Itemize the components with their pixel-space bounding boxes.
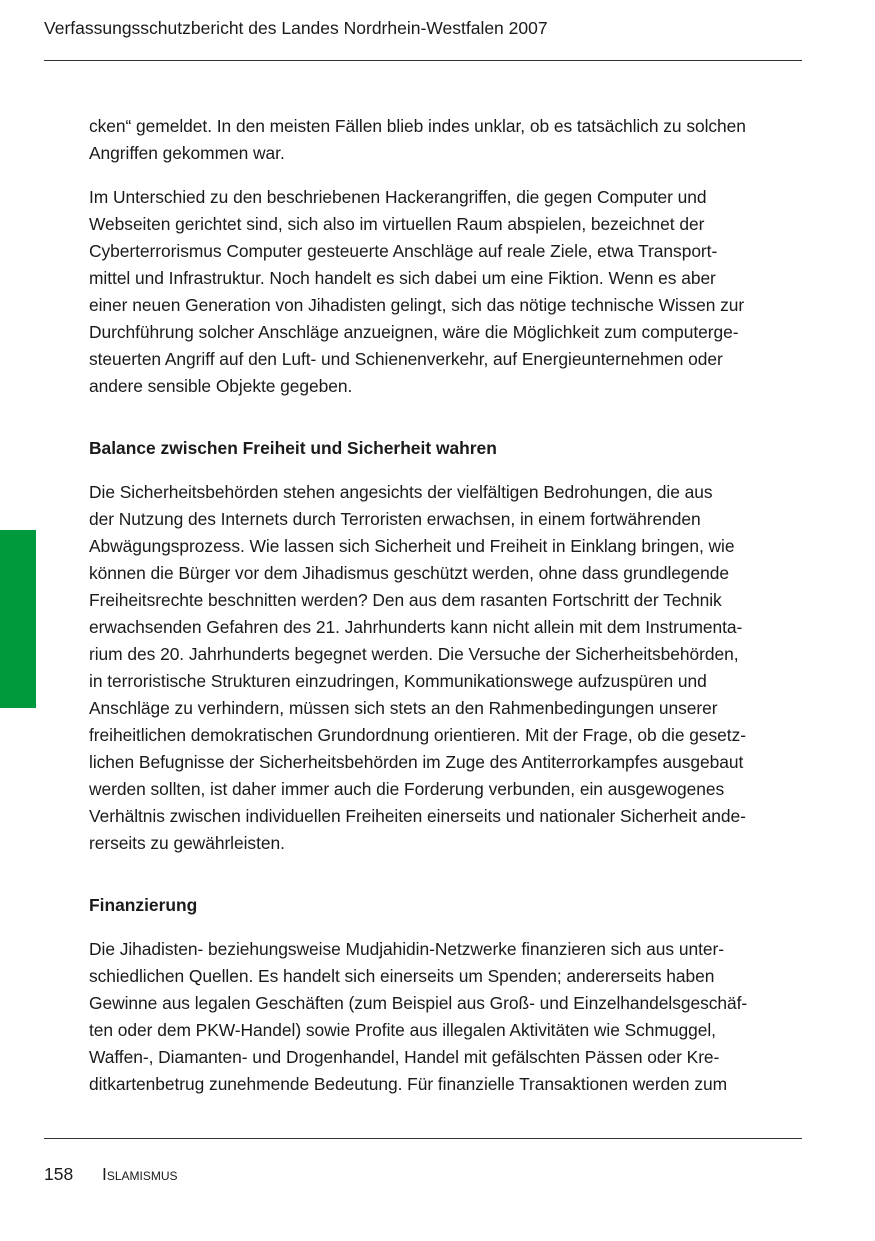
text-line: Anschläge zu verhindern, müssen sich stets an den Rahmenbedingungen unserer	[89, 698, 718, 718]
paragraph-1	[89, 113, 805, 167]
text-line: Abwägungsprozess. Wie lassen sich Sicherheit und Freiheit in Einklang bringen, wie	[89, 536, 735, 556]
body-text	[89, 113, 805, 1115]
text-line: mittel und Infrastruktur. Noch handelt es sich dabei um eine Fiktion. Wenn es aber	[89, 268, 716, 288]
footer-rule	[44, 1138, 802, 1139]
paragraph-3	[89, 479, 805, 857]
text-line: erwachsenden Gefahren des 21. Jahrhunderts kann nicht allein mit dem Instrumenta-	[89, 617, 743, 637]
text-line: der Nutzung des Internets durch Terroristen erwachsen, in einem fortwährenden	[89, 509, 701, 529]
text-line: steuerten Angriff auf den Luft- und Schienenverkehr, auf Energieunternehmen oder	[89, 349, 723, 369]
text-line: rerseits zu gewährleisten.	[89, 833, 285, 853]
section-name: Islamismus	[102, 1164, 178, 1184]
text-line: Webseiten gerichtet sind, sich also im virtuellen Raum abspielen, bezeichnet der	[89, 214, 705, 234]
header-rule	[44, 60, 802, 61]
text-line: rium des 20. Jahrhunderts begegnet werden. Die Versuche der Sicherheitsbehörden,	[89, 644, 739, 664]
text-line: Die Jihadisten- beziehungsweise Mudjahidin-Netzwerke finanzieren sich aus unter-	[89, 939, 724, 959]
text-line: werden sollten, ist daher immer auch die Forderung verbunden, ein ausgewogenes	[89, 779, 725, 799]
text-line: ten oder dem PKW-Handel) sowie Profite aus illegalen Aktivitäten wie Schmuggel,	[89, 1020, 716, 1040]
paragraph-2	[89, 184, 805, 400]
text-line: schiedlichen Quellen. Es handelt sich einerseits um Spenden; andererseits haben	[89, 966, 715, 986]
text-line: Die Sicherheitsbehörden stehen angesichts der vielfältigen Bedrohungen, die aus	[89, 482, 713, 502]
text-line: ditkartenbetrug zunehmende Bedeutung. Für finanzielle Transaktionen werden zum	[89, 1074, 728, 1094]
text-line: cken“ gemeldet. In den meisten Fällen blieb indes unklar, ob es tatsächlich zu solchen	[89, 116, 746, 136]
text-line: in terroristische Strukturen einzudringen, Kommunikationswege aufzuspüren und	[89, 671, 707, 691]
section-side-tab	[0, 530, 36, 708]
text-line: Waffen-, Diamanten- und Drogenhandel, Handel mit gefälschten Pässen oder Kre-	[89, 1047, 720, 1067]
text-line: lichen Befugnisse der Sicherheitsbehörden im Zuge des Antiterrorkampfes ausgebaut	[89, 752, 744, 772]
running-head: Verfassungsschutzbericht des Landes Nordrhein-Westfalen 2007	[44, 18, 548, 38]
page-number: 158	[44, 1164, 74, 1184]
text-line: einer neuen Generation von Jihadisten gelingt, sich das nötige technische Wissen zur	[89, 295, 745, 315]
section-heading-balance: Balance zwischen Freiheit und Sicherheit wahren	[89, 438, 497, 458]
text-line: andere sensible Objekte gegeben.	[89, 376, 353, 396]
paragraph-4	[89, 936, 805, 1098]
text-line: Gewinne aus legalen Geschäften (zum Beispiel aus Groß- und Einzelhandelsgeschäf-	[89, 993, 748, 1013]
text-line: Angriffen gekommen war.	[89, 143, 285, 163]
text-line: Freiheitsrechte beschnitten werden? Den aus dem rasanten Fortschritt der Technik	[89, 590, 722, 610]
text-line: Im Unterschied zu den beschriebenen Hackerangriffen, die gegen Computer und	[89, 187, 707, 207]
text-line: Verhältnis zwischen individuellen Freiheiten einerseits und nationaler Sicherheit ande-	[89, 806, 746, 826]
text-line: können die Bürger vor dem Jihadismus geschützt werden, ohne dass grundlegende	[89, 563, 730, 583]
text-line: Cyberterrorismus Computer gesteuerte Anschläge auf reale Ziele, etwa Transport-	[89, 241, 718, 261]
text-line: Durchführung solcher Anschläge anzueignen, wäre die Möglichkeit zum computerge-	[89, 322, 739, 342]
section-heading-finanzierung: Finanzierung	[89, 895, 198, 915]
text-line: freiheitlichen demokratischen Grundordnung orientieren. Mit der Frage, ob die gesetz-	[89, 725, 746, 745]
